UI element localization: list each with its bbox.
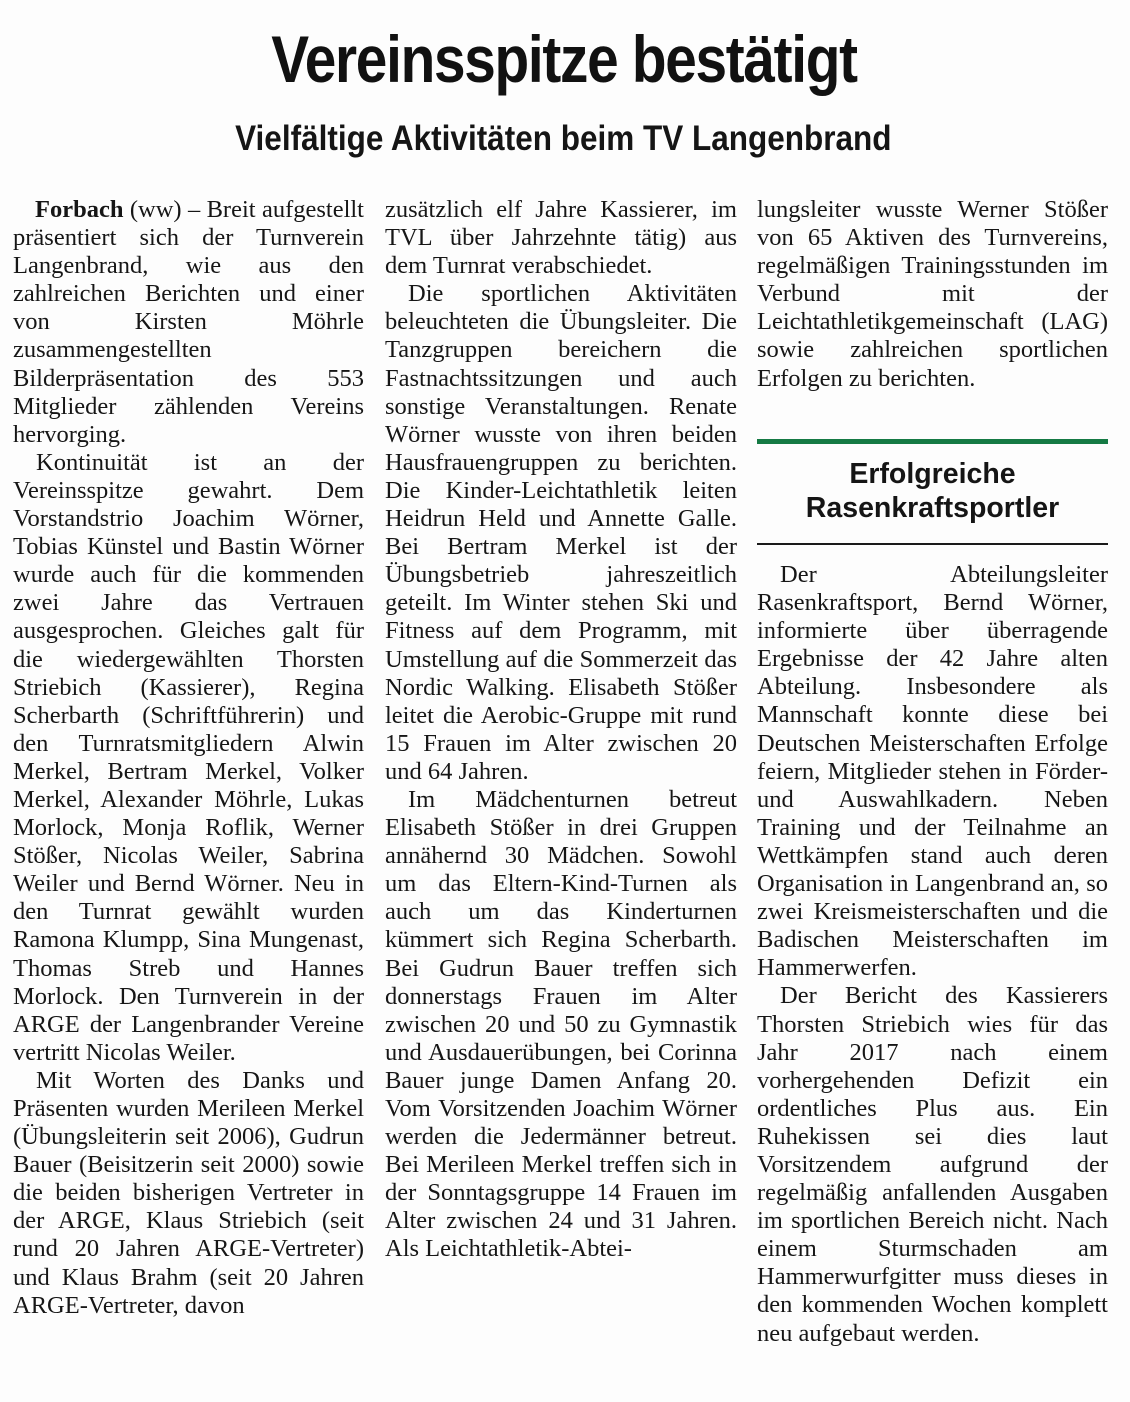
headline: Vereinsspitze bestätigt bbox=[271, 22, 857, 96]
paragraph: Der Bericht des Kassierers Thorsten Striebich wies für das Jahr 2017 nach einem vorhergehenden Defizit ein ordentliches Plus aus. Ein Ruhekissen sei dies laut Vorsitzendem aufgrund der regelmäßig anfallenden Ausgaben im sportlichen Bereich nicht. Nach einem Sturmschaden am Hammerwurfgitter muss dieses in den kommenden Wochen komplett neu aufgebaut werden. bbox=[757, 982, 1108, 1347]
dateline: Forbach bbox=[35, 196, 124, 223]
article-column-3 bbox=[757, 196, 1108, 393]
paragraph: zusätzlich elf Jahre Kassierer, im TVL über Jahrzehnte tätig) aus dem Turnrat verabschiedet. bbox=[385, 196, 737, 280]
paragraph bbox=[13, 196, 364, 449]
article-column-2 bbox=[385, 196, 737, 1264]
paragraph: Der Abteilungsleiter Rasenkraftsport, Bernd Wörner, informierte über überragende Ergebnisse der 42 Jahre alten Abteilung. Insbesondere als Mannschaft konnte diese bei Deutschen Meisterschaften Erfolge feiern, Mitglieder stehen in Förder- und Auswahlkadern. Neben Training und der Teilnahme an Wettkämpfen stand auch deren Organisation in Langenbrand an, so zwei Kreismeisterschaften und die Badischen Meisterschaften im Hammerwerfen. bbox=[757, 561, 1108, 982]
subsection-title-line: Erfolgreiche bbox=[849, 458, 1016, 490]
subsection-title-line: Rasenkraftsportler bbox=[805, 492, 1060, 524]
section-divider-black bbox=[757, 543, 1108, 545]
paragraph: Mit Worten des Danks und Präsenten wurden Merileen Merkel (Übungsleiterin seit 2006), Gudrun Bauer (Beisitzerin seit 2000) sowie die beiden bisherigen Vertreter in der ARGE, Klaus Striebich (seit rund 20 Jahren ARGE-Vertreter) und Klaus Brahm (seit 20 Jahren ARGE-Vertreter, davon bbox=[13, 1066, 364, 1319]
paragraph-text: (ww) – Breit aufgestellt präsentiert sich der Turnverein Langenbrand, wie aus den zahlreichen Berichten und einer von Kirsten Möhrle zusammengestellten Bilderpräsentation des 553 Mitglieder zählenden Vereins hervorging. bbox=[13, 196, 364, 448]
paragraph: lungsleiter wusste Werner Stößer von 65 Aktiven des Turnvereins, regelmäßigen Trainingsstunden im Verbund mit der Leichtathletikgemeinschaft (LAG) sowie zahlreichen sportlichen Erfolgen zu berichten. bbox=[757, 196, 1108, 392]
subsection-body bbox=[757, 561, 1108, 1348]
paragraph: Die sportlichen Aktivitäten beleuchteten die Übungsleiter. Die Tanzgruppen bereichern die Fastnachtssitzungen und auch sonstige Veranstaltungen. Renate Wörner wusste von ihren beiden Hausfrauengruppen zu berichten. Die Kinder-Leichtathletik leiten Heidrun Held und Annette Galle. Bei Bertram Merkel ist der Übungsbetrieb jahreszeitlich geteilt. Im Winter stehen Ski und Fitness auf dem Programm, mit Umstellung auf die Sommerzeit das Nordic Walking. Elisabeth Stößer leitet die Aerobic-Gruppe mit rund 15 Frauen im Alter zwischen 20 und 64 Jahren. bbox=[385, 280, 737, 785]
subsection-title bbox=[757, 457, 1108, 525]
paragraph: Im Mädchenturnen betreut Elisabeth Stößer in drei Gruppen annähernd 30 Mädchen. Sowohl um das Eltern-Kind-Turnen als auch um das Kinderturnen kümmert sich Regina Scherbarth. Bei Gudrun Bauer treffen sich donnerstags Frauen im Alter zwischen 20 und 50 zu Gymnastik und Ausdauerübungen, bei Corinna Bauer junge Damen Anfang 20. Vom Vorsitzenden Joachim Wörner werden die Jedermänner betreut. Bei Merileen Merkel treffen sich in der Sonntagsgruppe 14 Frauen im Alter zwischen 24 und 31 Jahren. Als Leichtathletik-Abtei- bbox=[385, 785, 737, 1263]
paragraph: Kontinuität ist an der Vereinsspitze gewahrt. Dem Vorstandstrio Joachim Wörner, Tobias Künstel und Bastin Wörner wurde auch für die kommenden zwei Jahre das Vertrauen ausgesprochen. Gleiches galt für die wiedergewählten Thorsten Striebich (Kassierer), Regina Scherbarth (Schriftführerin) und den Turnratsmitgliedern Alwin Merkel, Bertram Merkel, Volker Merkel, Alexander Möhrle, Lukas Morlock, Monja Roflik, Werner Stößer, Nicolas Weiler, Sabrina Weiler und Bernd Wörner. Neu in den Turnrat gewählt wurden Ramona Klumpp, Sina Mungenast, Thomas Streb und Hannes Morlock. Den Turnverein in der ARGE der Langenbrander Vereine vertritt Nicolas Weiler. bbox=[13, 448, 364, 1066]
article-column-1 bbox=[13, 196, 364, 1320]
section-divider-green bbox=[757, 439, 1108, 444]
subheadline: Vielfältige Aktivitäten beim TV Langenbrand bbox=[235, 119, 892, 158]
